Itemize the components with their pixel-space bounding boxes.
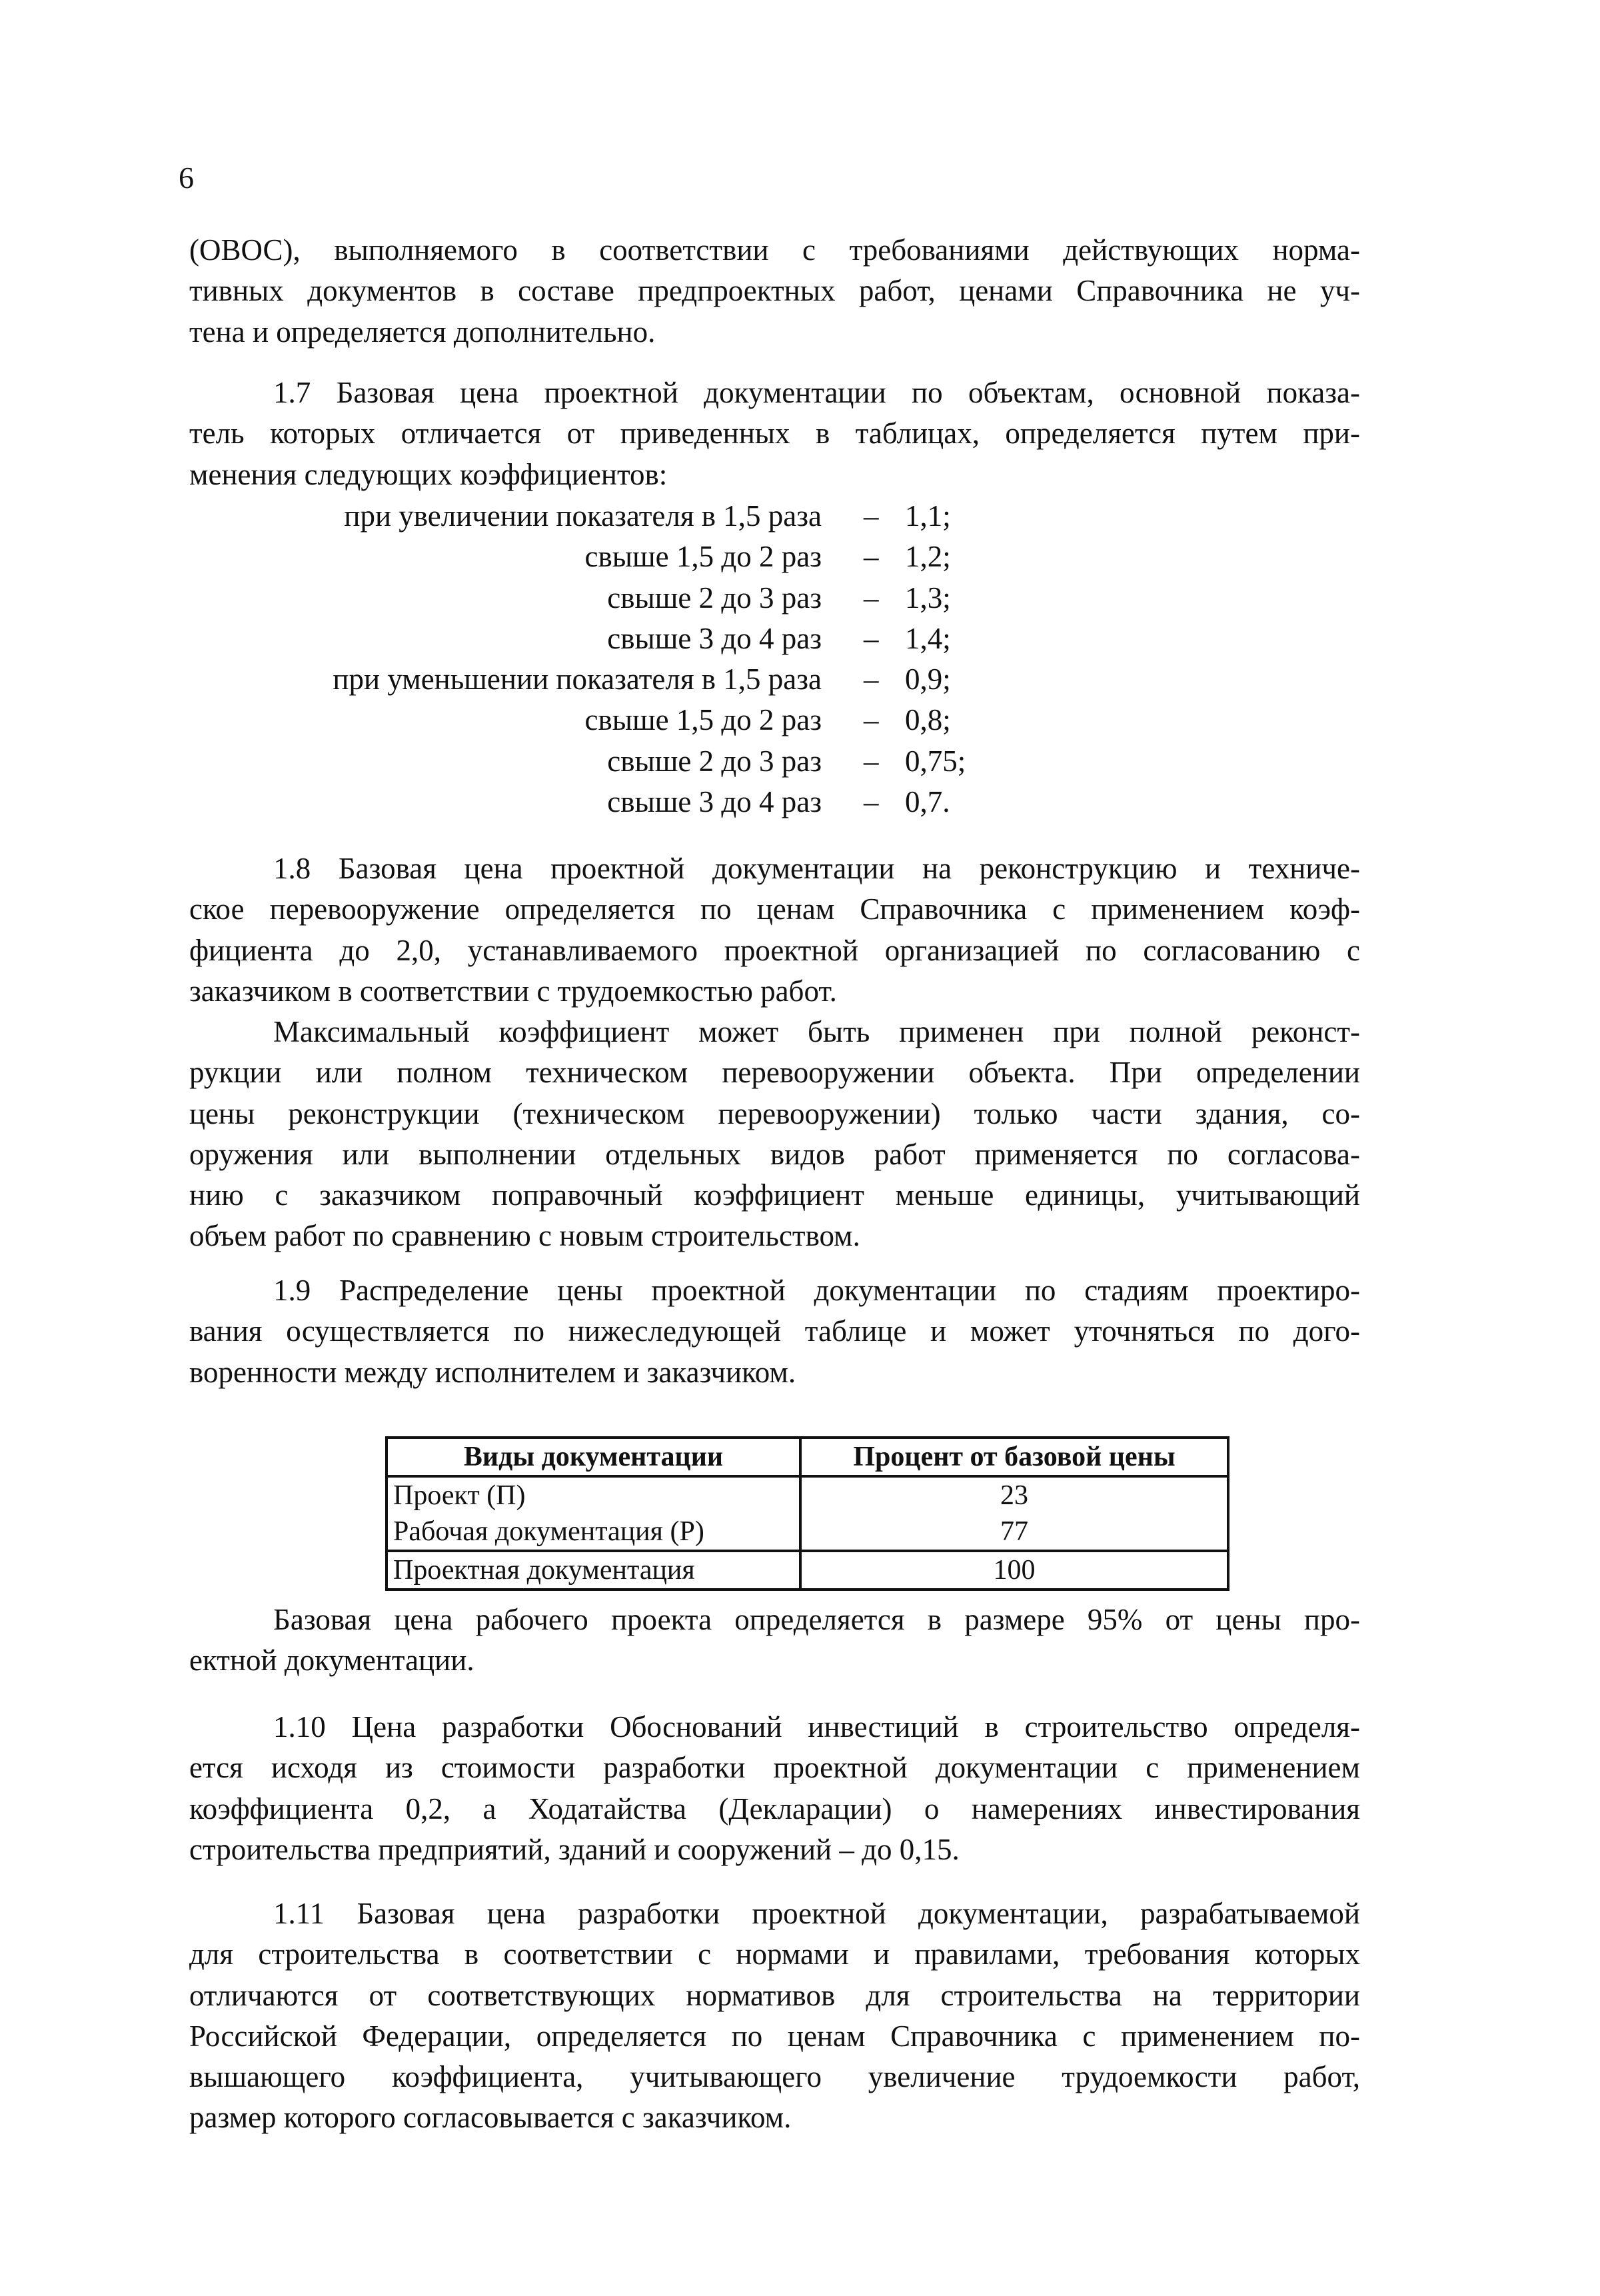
text-line: 1.8 Базовая цена проектной документации на реконструкцию и техниче- bbox=[273, 852, 1360, 885]
text-line: ское перевооружение определяется по ценам Справочника с применением коэф- bbox=[189, 892, 1360, 926]
text-line: тивных документов в составе предпроектных работ, ценами Справочника не уч- bbox=[189, 274, 1360, 308]
text-line: для строительства в соответствии с нормами и правилами, требования которых bbox=[189, 1937, 1360, 1971]
coefficient-row bbox=[189, 700, 1360, 740]
text-line: коэффициента 0,2, а Ходатайства (Декларации) о намерениях инвестирования bbox=[189, 1791, 1360, 1825]
table-total-row bbox=[387, 1551, 1228, 1590]
coefficient-condition: свыше 2 до 3 раз bbox=[607, 744, 822, 778]
paragraph-max bbox=[189, 1012, 1360, 1257]
coefficient-value: 0,8; bbox=[905, 703, 951, 737]
paragraph-base bbox=[189, 1600, 1360, 1682]
cell-percent: 23 bbox=[800, 1476, 1228, 1514]
cell-doc-type: Проектная документация bbox=[387, 1551, 800, 1590]
coefficient-dash: – bbox=[864, 540, 879, 574]
text-line: 1.11 Базовая цена разработки проектной документации, разрабатываемой bbox=[273, 1897, 1360, 1930]
text-line: вышающего коэффициента, учитывающего увеличение трудоемкости работ, bbox=[189, 2060, 1360, 2094]
text-line: цены реконструкции (техническом перевооружении) только части здания, со- bbox=[189, 1096, 1360, 1130]
coefficient-condition: свыше 1,5 до 2 раз bbox=[584, 703, 822, 737]
text-line: Максимальный коэффициент может быть применен при полной реконст- bbox=[273, 1015, 1360, 1048]
coefficient-condition: свыше 3 до 4 раз bbox=[607, 621, 822, 655]
coefficient-row bbox=[189, 782, 1360, 822]
text-line: нию с заказчиком поправочный коэффициент меньше единицы, учитывающий bbox=[189, 1178, 1360, 1212]
coefficient-value: 1,2; bbox=[905, 540, 951, 574]
coefficient-dash: – bbox=[864, 580, 879, 614]
text-line: тена и определяется дополнительно. bbox=[189, 315, 656, 349]
coefficient-condition: свыше 1,5 до 2 раз bbox=[584, 540, 822, 574]
text-line: 1.7 Базовая цена проектной документации по объектам, основной показа- bbox=[273, 376, 1360, 409]
text-line: вания осуществляется по нижеследующей таблице и может уточняться по дого- bbox=[189, 1314, 1360, 1348]
text-line: Базовая цена рабочего проекта определяется в размере 95% от цены про- bbox=[273, 1603, 1360, 1636]
cell-percent: 77 bbox=[800, 1514, 1228, 1551]
coefficient-dash: – bbox=[864, 744, 879, 778]
coefficient-row bbox=[189, 618, 1360, 659]
coefficient-value: 0,9; bbox=[905, 662, 951, 696]
text-line: тель которых отличается от приведенных в таблицах, определяется путем при- bbox=[189, 417, 1360, 451]
text-line: воренности между исполнителем и заказчиком. bbox=[189, 1355, 796, 1389]
coefficient-value: 0,75; bbox=[905, 744, 966, 778]
coefficient-value: 1,1; bbox=[905, 499, 951, 533]
coefficient-condition: свыше 2 до 3 раз bbox=[607, 580, 822, 614]
coefficient-value: 1,4; bbox=[905, 621, 951, 655]
text-line: оружения или выполнении отдельных видов работ применяется по согласова- bbox=[189, 1137, 1360, 1171]
coefficient-row bbox=[189, 496, 1360, 537]
text-line: фициента до 2,0, устанавливаемого проектной организацией по согласованию с bbox=[189, 933, 1360, 967]
paragraph-ovos bbox=[189, 230, 1360, 353]
coefficient-dash: – bbox=[864, 785, 879, 819]
cell-percent: 100 bbox=[800, 1551, 1228, 1590]
text-line: заказчиком в соответствии с трудоемкостью работ. bbox=[189, 974, 837, 1008]
cell-doc-type: Рабочая документация (Р) bbox=[387, 1514, 800, 1551]
paragraph-1-7 bbox=[189, 373, 1360, 495]
text-line: объем работ по сравнению с новым строительством. bbox=[189, 1219, 860, 1253]
text-line: строительства предприятий, зданий и сооружений – до 0,15. bbox=[189, 1832, 960, 1866]
text-line: рукции или полном техническом перевооружении объекта. При определении bbox=[189, 1056, 1360, 1090]
coefficient-row bbox=[189, 578, 1360, 618]
cell-doc-type: Проект (П) bbox=[387, 1476, 800, 1514]
coefficient-row bbox=[189, 659, 1360, 700]
text-line: ется исходя из стоимости разработки проектной документации с применением bbox=[189, 1751, 1360, 1785]
text-line: менения следующих коэффициентов: bbox=[189, 457, 668, 491]
page-number: 6 bbox=[179, 161, 194, 195]
coefficient-value: 1,3; bbox=[905, 580, 951, 614]
coefficient-row bbox=[189, 741, 1360, 782]
text-line: размер которого согласовывается с заказчиком. bbox=[189, 2101, 792, 2135]
coefficient-row bbox=[189, 537, 1360, 577]
paragraph-1-11 bbox=[189, 1893, 1360, 2139]
table-row bbox=[387, 1514, 1228, 1551]
paragraph-1-9 bbox=[189, 1270, 1360, 1393]
paragraph-1-10 bbox=[189, 1707, 1360, 1870]
stage-distribution-table bbox=[385, 1436, 1229, 1591]
table-row bbox=[387, 1476, 1228, 1514]
coefficient-dash: – bbox=[864, 662, 879, 696]
coefficient-condition: свыше 3 до 4 раз bbox=[607, 785, 822, 819]
coefficient-dash: – bbox=[864, 499, 879, 533]
text-line: отличаются от соответствующих нормативов для строительства на территории bbox=[189, 1978, 1360, 2012]
text-line: 1.10 Цена разработки Обоснований инвестиций в строительство определя- bbox=[273, 1710, 1360, 1743]
coefficient-dash: – bbox=[864, 621, 879, 655]
text-line: ектной документации. bbox=[189, 1644, 474, 1678]
coefficient-dash: – bbox=[864, 703, 879, 737]
text-line: (ОВОС), выполняемого в соответствии с требованиями действующих норма- bbox=[189, 233, 1360, 267]
header-percent: Процент от базовой цены bbox=[800, 1438, 1228, 1476]
text-line: Российской Федерации, определяется по ценам Справочника с применением по- bbox=[189, 2019, 1360, 2053]
coefficient-value: 0,7. bbox=[905, 785, 950, 819]
table-header-row bbox=[387, 1438, 1228, 1476]
text-line: 1.9 Распределение цены проектной документации по стадиям проектиро- bbox=[273, 1274, 1360, 1307]
paragraph-1-8 bbox=[189, 848, 1360, 1012]
header-doc-type: Виды документации bbox=[387, 1438, 800, 1476]
coefficient-list bbox=[189, 496, 1360, 822]
coefficient-condition: при увеличении показателя в 1,5 раза bbox=[344, 499, 822, 533]
coefficient-condition: при уменьшении показателя в 1,5 раза bbox=[333, 662, 822, 696]
